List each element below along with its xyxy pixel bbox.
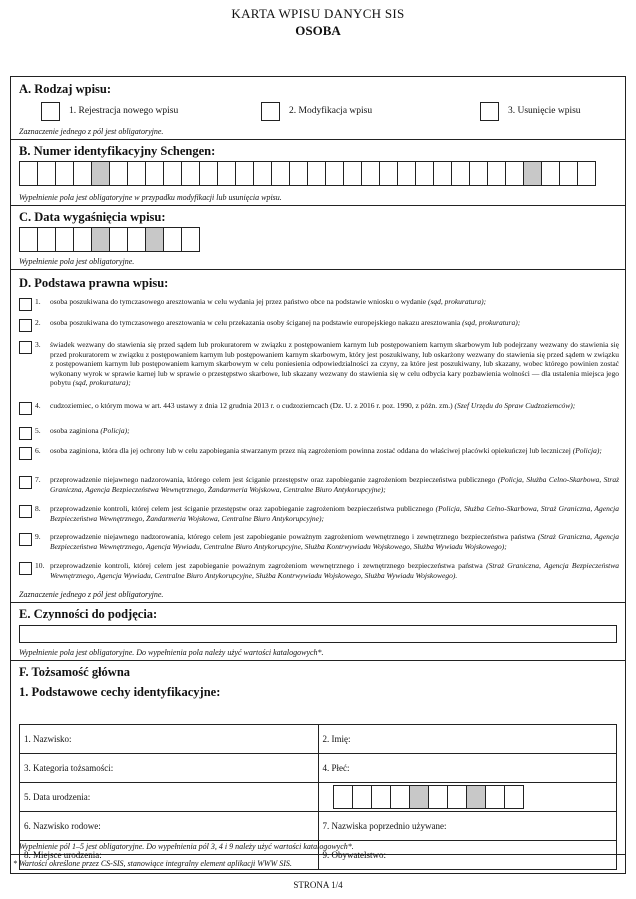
legal-basis-checkbox-5[interactable] [19,427,32,440]
char-cell[interactable] [352,785,372,809]
section-a-title: A. Rodzaj wpisu: [19,82,112,96]
legal-basis-checkbox-1[interactable] [19,298,32,311]
char-cell[interactable] [409,785,429,809]
char-cell[interactable] [505,161,524,186]
section-f [11,661,625,860]
legal-basis-checkbox-4[interactable] [19,402,32,415]
previous-names-field[interactable]: 7. Nazwiska poprzednio używane: [318,812,617,841]
char-cell[interactable] [361,161,380,186]
char-cell[interactable] [559,161,578,186]
char-cell[interactable] [451,161,470,186]
char-cell[interactable] [390,785,410,809]
legal-basis-checkbox-9[interactable] [19,533,32,546]
section-b [11,140,625,206]
section-d: D. Podstawa prawna wpisu: 1. osoba poszukiwana do tymczasowego aresztowania w celu wydania jej przez państwo obce na podstawie wniosku o wydanie (sąd, prokuratura); 2. osoba poszukiwana do tymczasowego aresztowania w celu przekazania osoby ściganej na podstawie europejskiego nakazu aresztowania (sąd, prokuratura); 3. świadek wezwany do stawienia się przed sądem lub prokuratorem w związku z postępowaniem karnym lub postępowaniem karnym skarbowym lub podejrzany wezwany do stawienia się przed prokuratorem w związku z postępowaniem karnym lub postępowaniem karnym skarbowym, który jest poszukiwany, lub oskarżony wezwany do stawienia się przed sądem w związku z postępowaniem karnym lub postępowaniem karnym skarbowym w celu poniesienia odpowiedzialności za czyny, za które jest poszukiwany, lub skazany, wobec którego powinien zostać wykonany wyrok w sprawie karnej lub w sprawie o przestępstwo skarbowe, lub skazany wezwany do stawienia się w celu odbycia kary pozbawienia wolności — dla ustalenia miejsca jego pobytu (sąd, prokuratura); 4. cudzoziemiec, o którym mowa w art. 443 ustawy z dnia 12 grudnia 2013 r. o cudzoziemcach (Dz. U. z 2016 r. poz. 1990, z późn. zm.) (Szef Urzędu do Spraw Cudzoziemców); 5. osoba zaginiona (Policja); 6. osoba zaginiona, która dla jej ochrony lub w celu zapobiegania stwarzanym przez nią zagrożeniom powinna zostać oddana do właściwej placówki opiekuńczej lub leczniczej (Policja); 7. przeprowadzenie niejawnego nadzorowania, którego celem jest ściganie przestępstw oraz zapobieganie zagrożeniom bezpieczeństwa publicznego (Policja, Służba Celno-Skarbowa, Straż Graniczna, Agencja Bezpieczeństwa Wewnętrznego, Żandarmeria Wojskowa, Centralne Biuro Antykorupcyjne); 8. przeprowadzenie kontroli, której celem jest ściganie przestępstw oraz zapobieganie zagrożeniom bezpieczeństwa publicznego (Policja, Służba Celno-Skarbowa, Straż Graniczna, Agencja Bezpieczeństwa Wewnętrznego, Żandarmeria Wojskowa, Centralne Biuro Antykorupcyjne); 9. przeprowadzenie niejawnego nadzorowania, którego celem jest zapobieganie poważnym zagrożeniom wewnętrznego i zewnętrznego bezpieczeństwa państwa (Straż Graniczna, Agencja Bezpieczeństwa Wewnętrznego, Agencja Wywiadu, Centralne Biuro Antykorupcyjne, Służba Kontrwywiadu Wojskowego, Służba Wywiadu Wojskowego); 10. przeprowadzenie kontroli, której celem jest zapobieganie poważnym zagrożeniom wewnętrznego i zewnętrznego bezpieczeństwa państwa (Straż Graniczna, Agencja Bezpieczeństwa Wewnętrznego, Agencja Wywiadu, Centralne Biuro Antykorupcyjne, Służba Kontrwywiadu Wojskowego, Służba Wywiadu Wojskowego). Zaznaczenie jednego z pól jest obligatoryjne. [11,270,625,603]
label-delete-entry: 3. Usunięcie wpisu [508,106,581,116]
char-cell[interactable] [523,161,542,186]
section-b-title: B. Numer identyfikacyjny Schengen: [19,144,216,158]
section-f-note: Wypełnienie pól 1–5 jest obligatoryjne. Do wypełnienia pól 3, 4 i 9 należy użyć wartości katalogowych*. [19,842,354,851]
birth-place-field[interactable]: 8. Miejsce urodzenia: [20,841,319,870]
char-cell[interactable] [325,161,344,186]
char-cell[interactable] [504,785,524,809]
char-cell[interactable] [307,161,326,186]
char-cell[interactable] [371,785,391,809]
surname-field[interactable]: 1. Nazwisko: [20,725,319,754]
checkbox-new-entry[interactable] [41,102,60,121]
birth-date-cells-cell [318,783,617,812]
catalog-footnote: * Wartości określone przez CS-SIS, stanowiące integralny element aplikacji WWW SIS. [13,859,292,868]
char-cell[interactable] [19,227,38,252]
section-a [11,77,625,140]
char-cell[interactable] [163,161,182,186]
section-f-title: F. Tożsamość główna [19,665,131,679]
char-cell[interactable] [343,161,362,186]
expiry-date-cells[interactable] [19,227,200,252]
label-modify-entry: 2. Modyfikacja wpisu [289,106,373,116]
section-d-title: D. Podstawa prawna wpisu: [19,276,169,290]
identity-category-field[interactable]: 3. Kategoria tożsamości: [20,754,319,783]
first-name-field[interactable]: 2. Imię: [318,725,617,754]
legal-basis-checkbox-3[interactable] [19,341,32,354]
form-frame [10,76,626,874]
gender-field[interactable]: 4. Płeć: [318,754,617,783]
label-new-entry: 1. Rejestracja nowego wpisu [69,106,179,116]
citizenship-field[interactable]: 9. Obywatelstwo: [318,841,617,870]
section-b-note: Wypełnienie pola jest obligatoryjne w przypadku modyfikacji lub usunięcia wpisu. [19,193,282,202]
section-e [11,603,625,661]
char-cell[interactable] [181,227,200,252]
section-e-note: Wypełnienie pola jest obligatoryjne. Do wypełnienia pola należy użyć wartości katalogowych*. [19,648,324,657]
char-cell[interactable] [253,161,272,186]
char-cell[interactable] [289,161,308,186]
page-header [0,6,636,39]
section-a-note: Zaznaczenie jednego z pól jest obligatoryjne. [19,127,164,136]
char-cell[interactable] [73,161,92,186]
char-cell[interactable] [37,161,56,186]
checkbox-delete-entry[interactable] [480,102,499,121]
char-cell[interactable] [217,161,236,186]
char-cell[interactable] [469,161,488,186]
section-d-note: Zaznaczenie jednego z pól jest obligatoryjne. [19,590,164,599]
schengen-id-cells[interactable] [19,161,596,186]
actions-input[interactable] [19,625,617,643]
char-cell[interactable] [181,161,200,186]
char-cell[interactable] [379,161,398,186]
legal-basis-checkbox-2[interactable] [19,319,32,332]
page-number: STRONA 1/4 [293,880,343,890]
char-cell[interactable] [487,161,506,186]
char-cell[interactable] [145,227,164,252]
legal-basis-checkbox-8[interactable] [19,505,32,518]
legal-basis-checkbox-6[interactable] [19,447,32,460]
char-cell[interactable] [37,227,56,252]
char-cell[interactable] [109,227,128,252]
char-cell[interactable] [333,785,353,809]
legal-basis-checkbox-7[interactable] [19,476,32,489]
char-cell[interactable] [127,161,146,186]
char-cell[interactable] [466,785,486,809]
char-cell[interactable] [91,227,110,252]
char-cell[interactable] [235,161,254,186]
char-cell[interactable] [433,161,452,186]
char-cell[interactable] [55,227,74,252]
birth-date-cells[interactable] [333,785,524,809]
birth-date-field: 5. Data urodzenia: [20,783,319,812]
char-cell[interactable] [55,161,74,186]
section-e-title: E. Czynności do podjęcia: [19,607,158,621]
char-cell[interactable] [91,161,110,186]
char-cell[interactable] [447,785,467,809]
section-c [11,206,625,270]
char-cell[interactable] [271,161,290,186]
section-f-subtitle: 1. Podstawowe cechy identyfikacyjne: [19,685,221,699]
form-title: KARTA WPISU DANYCH SIS [231,6,405,21]
section-c-title: C. Data wygaśnięcia wpisu: [19,210,166,224]
char-cell[interactable] [577,161,596,186]
legal-basis-checkbox-10[interactable] [19,562,32,575]
char-cell[interactable] [19,161,38,186]
char-cell[interactable] [127,227,146,252]
checkbox-modify-entry[interactable] [261,102,280,121]
char-cell[interactable] [109,161,128,186]
char-cell[interactable] [428,785,448,809]
char-cell[interactable] [541,161,560,186]
char-cell[interactable] [397,161,416,186]
char-cell[interactable] [415,161,434,186]
form-subtitle: OSOBA [295,23,341,38]
maiden-name-field[interactable]: 6. Nazwisko rodowe: [20,812,319,841]
char-cell[interactable] [145,161,164,186]
section-c-note: Wypełnienie pola jest obligatoryjne. [19,257,135,266]
char-cell[interactable] [485,785,505,809]
char-cell[interactable] [163,227,182,252]
char-cell[interactable] [73,227,92,252]
char-cell[interactable] [199,161,218,186]
